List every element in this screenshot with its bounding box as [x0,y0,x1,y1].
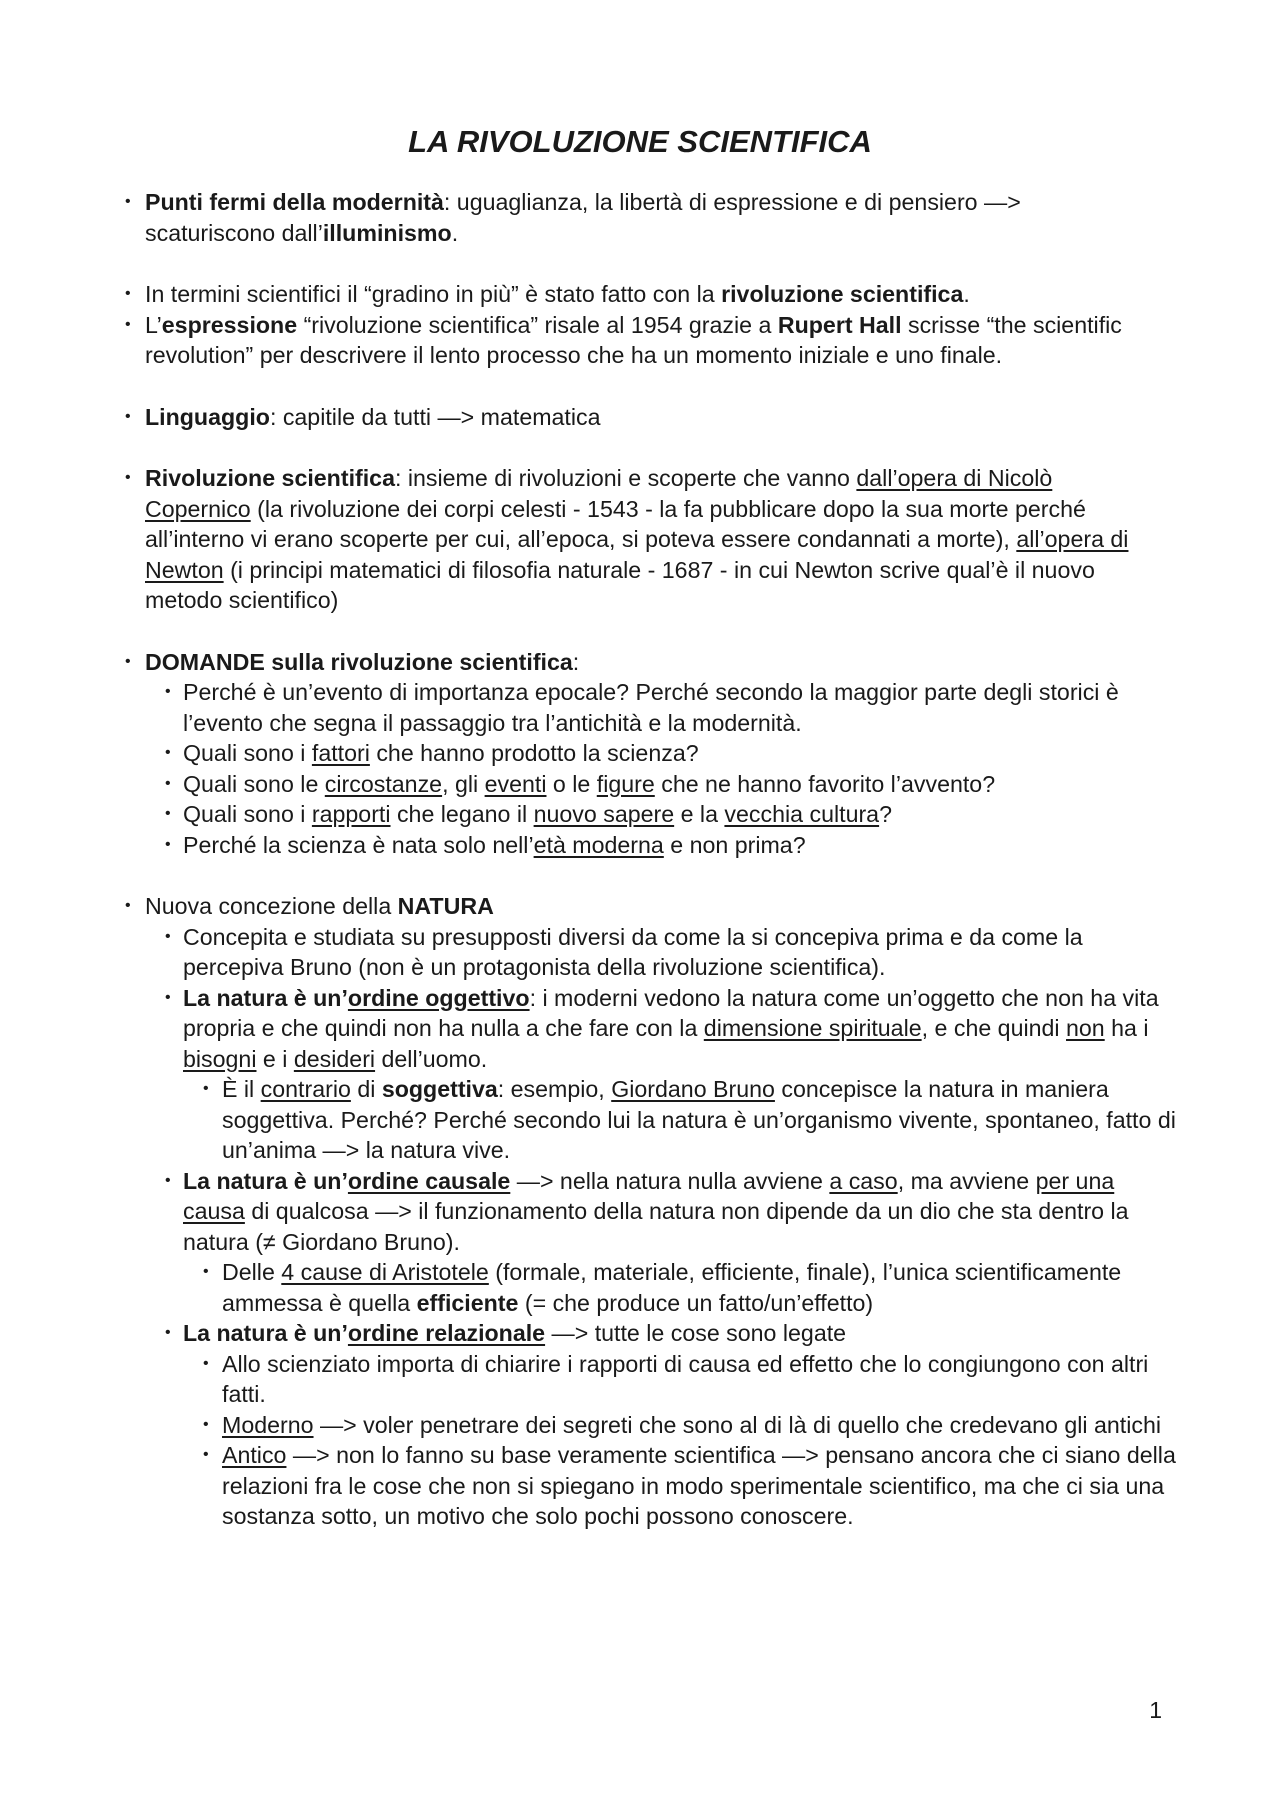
list-item-level-2 [0,769,1173,800]
underlined-text: eventi [484,770,547,797]
underlined-text: nuovo sapere [533,801,675,827]
bold-text: ordine causale [347,1167,511,1194]
text-run: “rivoluzione scientifica” risale al 1954 grazie a [297,311,778,338]
text-run: che legano il [390,801,534,827]
text-run: L’ [145,311,162,338]
text-run: Perché la scienza è nata solo nell’ [183,831,534,858]
list-item-level-2 [0,738,1173,769]
underlined-text: non [1066,1015,1105,1041]
sublist-container [0,1074,1280,1166]
text-run: : insieme di rivoluzioni e scoperte che vanno [394,465,857,491]
list-item-level-3 [0,1440,1177,1532]
sublist-container [0,1257,1280,1318]
bold-text: La natura è un’ [183,1320,348,1346]
bold-text: ordine relazionale [347,1320,546,1346]
text-run: : i moderni vedono la natura come un’oggetto che non ha vita propria e che quindi non ha nulla a che fare con la [183,984,1159,1041]
spacer [0,860,1280,891]
spacer [0,248,1280,279]
text-run: : esempio, [497,1076,612,1102]
text-run: e la [674,801,725,827]
sub-bullet-list [0,1257,1280,1318]
text-run: Perché è un’evento di importanza epocale? Perché secondo la maggior parte degli storici è l’evento che segna il passaggio tra l’antichità e la modernità. [183,679,1119,736]
text-run: dell’uomo. [375,1045,488,1072]
sub-bullet-list [0,922,1280,1532]
text-run: Concepita e studiata su presupposti diversi da come la si concepiva prima e da come la percepiva Bruno (non è un protagonista della rivoluzione scientifica). [183,923,1083,980]
list-item-level-3 [0,1257,1177,1318]
underlined-text: rapporti [311,801,391,827]
sub-bullet-list [0,1349,1280,1532]
text-run: : capitile da tutti —> matematica [269,403,601,430]
bold-text: DOMANDE sulla rivoluzione scientifica [145,648,573,675]
text-run: —> voler penetrare dei segreti che sono al di là di quello che credevano gli antichi [313,1411,1162,1438]
document-title: LA RIVOLUZIONE SCIENTIFICA [408,124,872,159]
text-run: —> non lo fanno su base veramente scientifica —> pensano ancora che ci siano della relazioni fra le cose che non si spiegano in modo sperimentale scientifico, ma che ci sia una sostanza sotto, un motivo che solo pochi possono conoscere. [222,1442,1176,1529]
text-run: Quali sono i [183,801,312,827]
text-run: : uguaglianza, la libertà di espressione e di pensiero —> scaturiscono dall’ [145,189,1021,246]
list-item-level-3 [0,1349,1177,1410]
text-run: di [350,1076,382,1102]
text-run: scrisse “the scientific revolution” per descrivere il lento processo che ha un momento iniziale e uno finale. [145,311,1122,368]
sub-bullet-list [0,1074,1280,1166]
text-run: o le [546,770,597,797]
text-run: Quali sono i [183,740,312,766]
bold-text: efficiente [416,1289,519,1316]
text-run: che ne hanno favorito l’avvento? [654,770,996,797]
underlined-text: dimensione spirituale [703,1015,922,1041]
bold-text: La natura è un’ [183,984,348,1011]
underlined-text: contrario [260,1076,351,1102]
underlined-text: fattori [311,740,370,766]
list-item-level-2 [0,799,1173,830]
underlined-text: vecchia cultura [724,801,880,827]
text-run: In termini scientifici il “gradino in più” è stato fatto con la [145,281,722,307]
sublist-container [0,677,1280,860]
text-run: , gli [442,770,485,797]
bold-text: Rupert Hall [777,311,902,338]
bullet-list [0,187,1280,1532]
list-item-level-3 [0,1410,1177,1441]
list-item-level-2 [0,1166,1173,1258]
sub-bullet-list [0,677,1280,860]
text-run: : [572,648,580,675]
text-run: . [963,281,970,307]
bold-text: rivoluzione scientifica [721,281,964,307]
text-run: di qualcosa —> il funzionamento della natura non dipende da un dio che sta dentro la natura (≠ Giordano Bruno). [183,1198,1129,1255]
text-run: Quali sono le [183,770,325,797]
text-run: (la rivoluzione dei corpi celesti - 1543 - la fa pubblicare dopo la sua morte perché all’interno vi erano scoperte per cui, all’epoca, si poteva essere condannati a morte), [145,495,1086,552]
bold-text: ordine oggettivo [347,984,530,1011]
text-run: Nuova concezione della [145,893,398,919]
text-run: (= che produce un fatto/un’effetto) [518,1289,874,1316]
underlined-text: figure [596,770,655,797]
bold-text: Linguaggio [145,403,270,430]
list-item-level-1 [0,463,1135,616]
bold-text: illuminismo [322,219,452,246]
sublist-container [0,922,1280,1532]
text-run: , ma avviene [897,1167,1036,1194]
list-item-level-2 [0,677,1173,738]
text-run: (formale, materiale, efficiente, finale), l’unica scientificamente ammessa è quella [222,1259,1122,1316]
underlined-text: desideri [293,1045,376,1072]
list-item-level-2 [0,983,1173,1075]
text-run: ? [879,801,892,827]
bold-text: espressione [161,311,298,338]
underlined-text: circostanze [324,770,443,797]
text-run: , e che quindi [921,1015,1067,1041]
underlined-text: all’opera di Newton [145,526,1129,583]
underlined-text: Giordano Bruno [611,1076,775,1102]
list-item-level-1 [0,891,1135,922]
document-body [0,187,1280,1532]
text-run: e i [256,1045,294,1072]
underlined-text: Moderno [222,1411,314,1438]
list-item-level-2 [0,922,1173,983]
text-run: che hanno prodotto la scienza? [369,740,699,766]
spacer [0,371,1280,402]
text-run: e non prima? [663,831,806,858]
list-item-level-1 [0,647,1135,678]
underlined-text: 4 cause di Aristotele [281,1259,489,1285]
bold-text: NATURA [397,893,494,919]
list-item-level-2 [0,830,1173,861]
bold-text: Punti fermi della modernità [145,189,444,215]
page-number: 1 [1149,1697,1162,1723]
underlined-text: bisogni [183,1045,257,1072]
text-run: . [451,219,459,246]
spacer [0,432,1280,463]
list-item-level-1 [0,187,1135,248]
list-item-level-1 [0,279,1135,310]
sublist-container [0,1349,1280,1532]
list-item-level-1 [0,310,1135,371]
underlined-text: a caso [829,1167,898,1194]
text-run: —> nella natura nulla avviene [510,1167,830,1194]
text-run: Allo scienziato importa di chiarire i rapporti di causa ed effetto che lo congiungono con altri fatti. [222,1350,1149,1407]
list-item-level-3 [0,1074,1177,1166]
list-item-level-2 [0,1318,1173,1349]
spacer [0,616,1280,647]
text-run: È il [222,1076,261,1102]
list-item-level-1 [0,402,1135,433]
bold-text: soggettiva [381,1076,498,1102]
underlined-text: Antico [222,1442,287,1468]
underlined-text: per una causa [183,1167,1115,1224]
underlined-text: età moderna [533,831,664,858]
bold-text: Rivoluzione scientifica [145,465,395,491]
text-run: concepisce la natura in maniera soggettiva. Perché? Perché secondo lui la natura è un’organismo vivente, spontaneo, fatto di un’anima —> la natura vive. [222,1076,1176,1163]
underlined-text: dall’opera di Nicolò Copernico [145,465,1053,522]
text-run: Delle [222,1259,282,1285]
text-run: —> tutte le cose sono legate [545,1320,847,1346]
text-run: (i principi matematici di filosofia naturale - 1687 - in cui Newton scrive qual’è il nuovo metodo scientifico) [145,556,1095,613]
bold-text: La natura è un’ [183,1167,348,1194]
text-run: ha i [1104,1015,1149,1041]
